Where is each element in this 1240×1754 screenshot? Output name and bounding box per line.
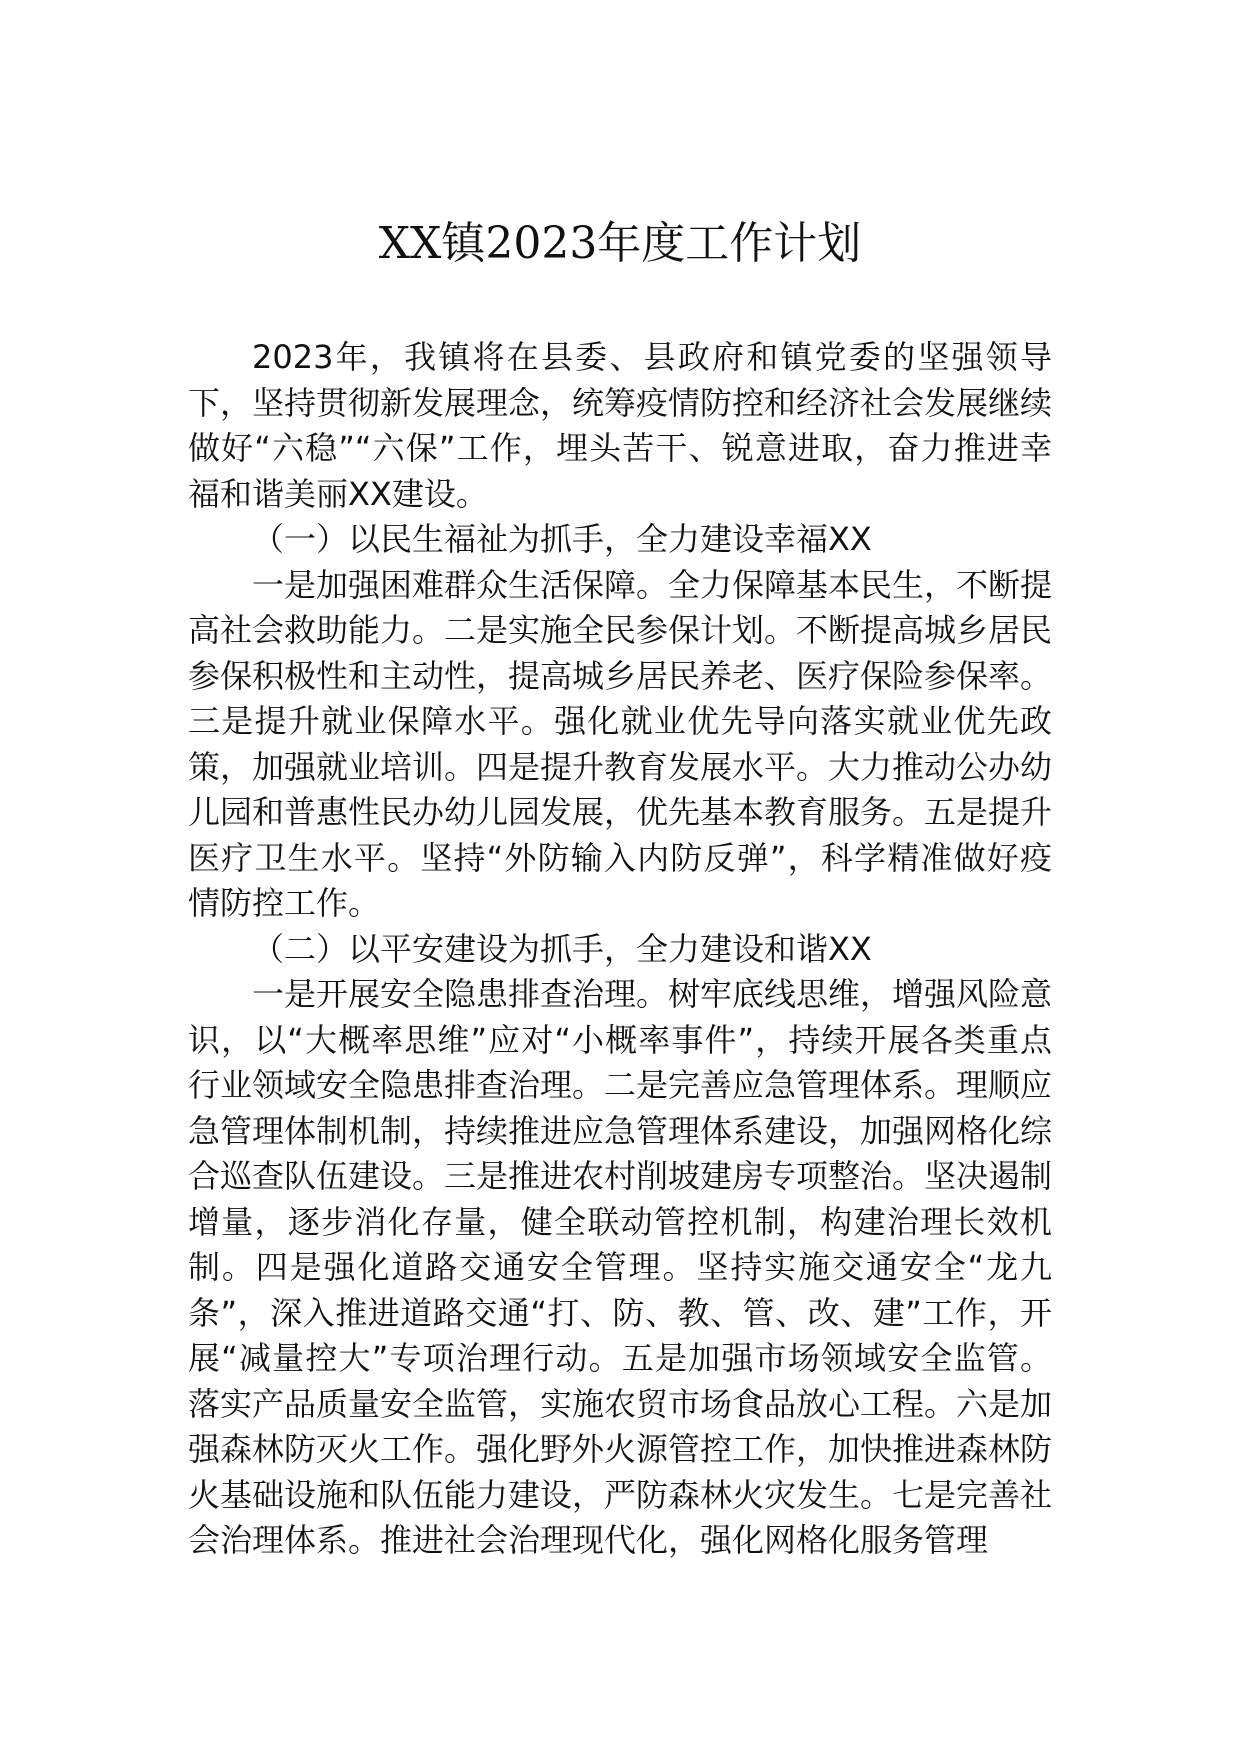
section-heading-1: （一）以民生福祉为抓手，全力建设幸福XX	[252, 520, 872, 558]
section-heading-2: （二）以平安建设为抓手，全力建设和谐XX	[252, 929, 872, 968]
document-title: XX镇2023年度工作计划	[378, 218, 862, 269]
paragraph-section-1: 一是加强困难群众生活保障。全力保障基本民生，不断提高社会救助能力。二是实施全民参保计划。不断提高城乡居民参保积极性和主动性，提高城乡居民养老、医疗保险参保率。三是提升就业保障水平。强化就业优先导向落实就业优先政策，加强就业培训。四是提升教育发展水平。大力推动公办幼儿园和普惠性民办幼儿园发展，优先基本教育服务。五是提升医疗卫生水平。坚持“外防输入内防反弹”，科学精准做好疫情防控工作。	[188, 565, 1053, 922]
document-body	[188, 335, 1052, 1564]
paragraph-intro: 2023年，我镇将在县委、县政府和镇党委的坚强领导下，坚持贯彻新发展理念，统筹疫情防控和经济社会发展继续做好“六稳”“六保”工作，埋头苦干、锐意进取，奋力推进幸福和谐美丽XX建设。	[188, 338, 1053, 513]
paragraph-section-2: 一是开展安全隐患排查治理。树牢底线思维，增强风险意识，以“大概率思维”应对“小概率事件”，持续开展各类重点行业领域安全隐患排查治理。二是完善应急管理体系。理顺应急管理体制机制，持续推进应急管理体系建设，加强网格化综合巡查队伍建设。三是推进农村削坡建房专项整治。坚决遏制增量，逐步消化存量，健全联动管控机制，构建治理长效机制。四是强化道路交通安全管理。坚持实施交通安全“龙九条”，深入推进道路交通“打、防、教、管、改、建”工作，开展“减量控大”专项治理行动。五是加强市场领域安全监管。落实产品质量安全监管，实施农贸市场食品放心工程。六是加强森林防灭火工作。强化野外火源管控工作，加快推进森林防火基础设施和队伍能力建设，严防森林火灾发生。七是完善社会治理体系。推进社会治理现代化，强化网格化服务管理	[188, 975, 1053, 1559]
